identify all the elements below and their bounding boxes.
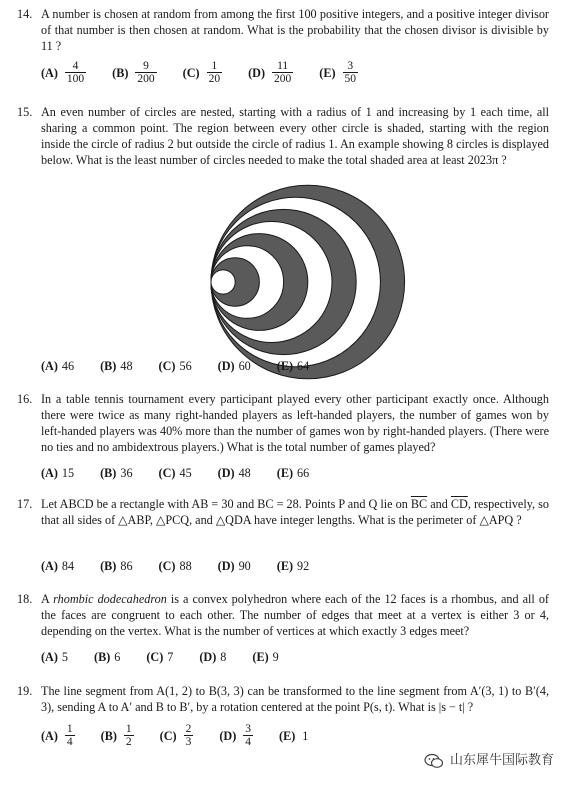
problem-number: 14.: [17, 7, 33, 21]
fraction: $\frac{4}{100}$: [66, 60, 85, 85]
problem-number: 18.: [17, 592, 33, 606]
choice-value: 92: [297, 559, 310, 573]
choice-value: 56: [179, 359, 192, 373]
choice-c: [183, 60, 222, 85]
choice-a: [41, 465, 74, 481]
choice-label: (E): [319, 65, 336, 80]
choice-label: (C): [158, 559, 176, 573]
choice-a: [41, 558, 74, 574]
choice-value: 88: [179, 559, 192, 573]
choice-b: [94, 649, 120, 665]
choice-label: (A): [41, 650, 58, 664]
choice-label: (B): [100, 559, 117, 573]
choice-label: (A): [41, 65, 58, 80]
choice-label: (D): [219, 728, 237, 743]
choice-d: [218, 358, 251, 374]
choice-value: 66: [297, 466, 310, 480]
fraction: $\frac{1}{20}$: [208, 60, 221, 85]
choice-d: [218, 558, 251, 574]
choice-label: (A): [41, 728, 58, 743]
choice-label: (E): [252, 650, 269, 664]
answer-choices: [41, 60, 384, 85]
choice-value: 45: [179, 466, 192, 480]
choice-label: (D): [248, 65, 266, 80]
choice-label: (E): [276, 359, 294, 373]
choice-label: (B): [100, 466, 117, 480]
segment-bc: $\overline{BC}$: [410, 497, 428, 511]
choice-label: (A): [41, 466, 58, 480]
fraction: $\frac{9}{200}$: [137, 60, 155, 85]
choice-b: [100, 358, 132, 374]
choice-c: [159, 558, 192, 574]
choice-value: 8: [220, 650, 227, 664]
choice-a: [41, 358, 74, 374]
choice-value: 64: [297, 359, 310, 373]
choice-label: (B): [100, 359, 117, 373]
wechat-logo-icon: [424, 751, 444, 771]
choice-e: [252, 649, 278, 665]
choice-value: 36: [120, 466, 133, 480]
problem-text: A rhombic dodecahedron is a convex polyhedron where each of the 12 faces is a rhombus, and all of the faces are congruent to each other. The number of edges that meet at a vertex is either 3 or 4, depending on the vertex. What is the number of vertices at which exactly 3 edges meet?: [41, 592, 549, 638]
choice-c: [160, 723, 194, 748]
choice-d: [219, 723, 253, 748]
choice-value: 84: [61, 559, 75, 573]
choice-d: [199, 649, 226, 665]
problem-text: In a table tennis tournament every participant played every other participant exactly once. Although there were twice as many right-handed players as left-handed players, the number of games won by left-handed players was 40% more than the number of games won by right-handed players. (There were no ties and no ambidextrous players.) What is the total number of games played?: [41, 392, 549, 454]
choice-label: (E): [276, 559, 294, 573]
problem-text: An even number of circles are nested, starting with a radius of 1 and increasing by 1 each time, all sharing a common point. The region between every other circle is shaded, starting with the region inside the circle of radius 2 but outside the circle of radius 1. An example showing 8 circles is displayed below. What is the least number of circles needed to make the total shaded area at least 2023π ?: [41, 105, 549, 167]
fraction: $\frac{2}{3}$: [185, 723, 192, 748]
choice-label: (A): [41, 559, 58, 573]
answer-choices: [41, 358, 335, 374]
answer-choices: [41, 465, 335, 481]
choice-value: 1: [302, 728, 309, 743]
choice-a: [41, 723, 75, 748]
choice-label: (B): [112, 65, 129, 80]
choice-value: 7: [167, 650, 174, 664]
fraction: $\frac{3}{50}$: [344, 60, 357, 85]
problem-number: 17.: [17, 497, 33, 511]
choice-b: [101, 723, 134, 748]
choice-d: [218, 465, 251, 481]
choice-label: (B): [100, 728, 117, 743]
choice-e: [277, 358, 309, 374]
problem-text: The line segment from A(1, 2) to B(3, 3) can be transformed to the line segment from A′(3, 1) to B′(4, 3), sending A to A′ and B to B′, by a rotation centered at the point P(s, t). What is |s − t| ?: [41, 684, 549, 714]
choice-a: [41, 60, 86, 85]
choice-value: 48: [120, 359, 133, 373]
nested-circles-figure: [207, 182, 407, 382]
choice-label: (D): [217, 559, 235, 573]
fraction: $\frac{11}{200}$: [274, 60, 292, 85]
choice-value: 86: [120, 559, 133, 573]
problem-text: A number is chosen at random from among the first 100 positive integers, and a positive integer divisor of that number is then chosen at random. What is the probability that the chosen divisor is divisible by 11 ?: [41, 7, 549, 53]
choice-value: 9: [272, 650, 279, 664]
choice-label: (D): [217, 466, 235, 480]
choice-value: 48: [238, 466, 251, 480]
choice-value: 15: [61, 466, 75, 480]
choice-e: [277, 558, 309, 574]
choice-value: 90: [238, 559, 251, 573]
choice-label: (E): [279, 728, 296, 743]
choice-d: [248, 60, 293, 85]
choice-c: [159, 465, 192, 481]
segment-cd: $\overline{CD}$: [450, 497, 468, 511]
choice-label: (D): [199, 650, 217, 664]
problem-number: 15.: [17, 105, 33, 119]
choice-e: [319, 60, 358, 85]
italic-term: rhombic dodecahedron: [53, 592, 167, 606]
fraction: $\frac{3}{4}$: [245, 723, 252, 748]
choice-b: [100, 558, 132, 574]
choice-label: (A): [41, 359, 58, 373]
choice-e: [277, 465, 309, 481]
choice-c: [146, 649, 173, 665]
problem-number: 16.: [17, 392, 33, 406]
choice-label: (C): [146, 650, 164, 664]
circle-radius-1: [211, 270, 235, 294]
choice-a: [41, 649, 68, 665]
choice-value: 5: [61, 650, 69, 664]
choice-value: 46: [61, 359, 75, 373]
fraction: $\frac{1}{2}$: [125, 723, 132, 748]
problem-number: 19.: [17, 684, 33, 698]
choice-label: (C): [158, 466, 176, 480]
answer-choices: [41, 558, 335, 574]
answer-choices: [41, 649, 305, 665]
choice-c: [159, 358, 192, 374]
choice-label: (C): [158, 359, 176, 373]
choice-label: (C): [159, 728, 177, 743]
watermark-text: 山东犀牛国际教育: [450, 753, 555, 768]
choice-label: (D): [217, 359, 235, 373]
choice-e: [279, 728, 308, 744]
problem-text: Let ABCD be a rectangle with AB = 30 and BC = 28. Points P and Q lie on $\overline{BC}$ and $\overline{CD}$, respectively, so that all sides of △ABP, △PCQ, and △QDA have integer lengths. What is the perimeter of △APQ ?: [41, 497, 549, 527]
choice-label: (E): [276, 466, 294, 480]
choice-value: 60: [238, 359, 251, 373]
choice-label: (C): [182, 65, 200, 80]
fraction: $\frac{1}{4}$: [66, 723, 73, 748]
answer-choices: [41, 723, 334, 748]
choice-label: (B): [94, 650, 111, 664]
choice-value: 6: [114, 650, 121, 664]
choice-b: [112, 60, 157, 85]
choice-b: [100, 465, 132, 481]
watermark: [424, 751, 554, 771]
